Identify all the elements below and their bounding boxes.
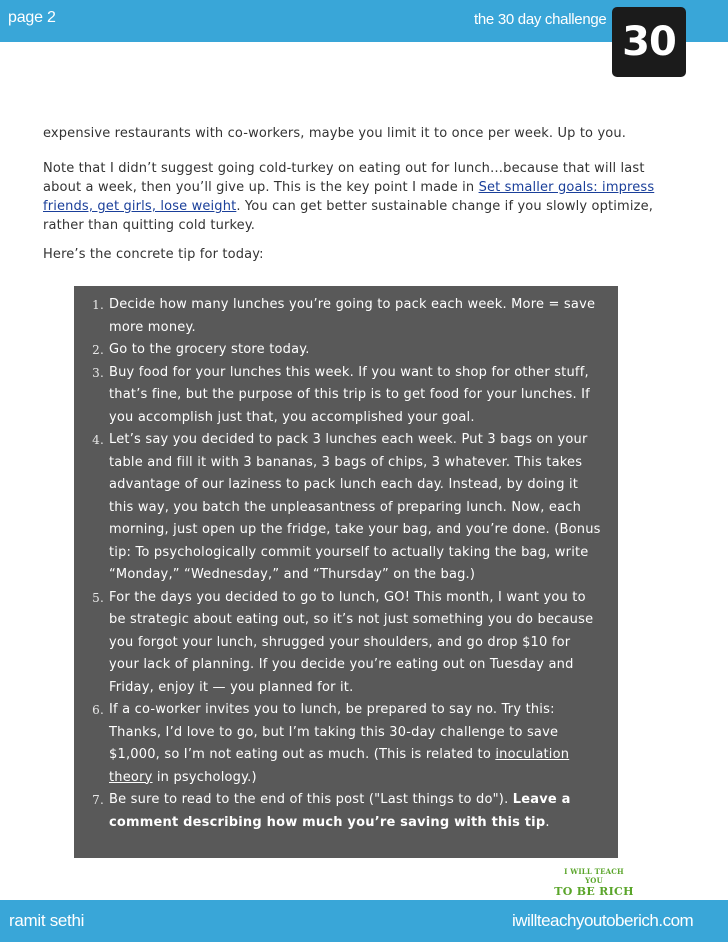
item-text: Go to the grocery store today. <box>109 342 310 357</box>
author-name: ramit sethi <box>9 911 85 930</box>
tips-list <box>82 294 602 834</box>
logo-line-2: TO BE RICH <box>554 885 634 898</box>
list-item <box>82 294 602 339</box>
item-number: 1. <box>92 298 104 312</box>
smaller-goals-link[interactable]: Set smaller goals: impress friends, get girls, lose weight <box>43 180 655 214</box>
item-number: 7. <box>92 793 104 807</box>
paragraph-text: . You can get better sustainable change if you slowly optimize, rather than quitting cold turkey. <box>43 199 654 233</box>
paragraph-intro: expensive restaurants with co-workers, maybe you limit it to once per week. Up to you. <box>43 126 627 141</box>
inoculation-theory-link[interactable]: inoculation theory <box>109 747 570 785</box>
item-text: If a co-worker invites you to lunch, be prepared to say no. Try this: Thanks, I’d love to go, but I’m taking this 30-day challenge to save $1,000, so I’m not eating out as much. (This is related to <box>109 702 559 762</box>
brand-logo <box>554 867 634 898</box>
list-item <box>82 429 602 587</box>
item-text: . <box>545 814 550 830</box>
item-number: 4. <box>92 433 104 447</box>
item-text: Buy food for your lunches this week. If you want to shop for other stuff, that’s fine, but the purpose of this trip is to get food for your lunches. If you accomplish just that, you accomplished your goal. <box>109 364 590 425</box>
item-number: 6. <box>92 703 104 717</box>
item-bold-text: Leave a comment describing how much you’re saving with this tip <box>109 792 571 830</box>
paragraph-text: Note that I didn’t suggest going cold-turkey on eating out for lunch…because that will last about a week, then you’ll give up. This is the key point I made in <box>43 161 645 195</box>
item-text: Be sure to read to the end of this post ("Last things to do"). <box>109 792 513 807</box>
list-item <box>82 339 602 362</box>
page-label: page 2 <box>8 9 56 26</box>
logo-line-1: I WILL TEACH YOU <box>564 867 624 885</box>
item-text: in psychology.) <box>152 769 257 785</box>
website-url: iwillteachyoutoberich.com <box>512 911 694 930</box>
paragraph-cold-turkey <box>43 159 683 235</box>
item-number: 5. <box>92 590 104 605</box>
item-text: Decide how many lunches you’re going to pack each week. More = save more money. <box>109 297 596 335</box>
tips-box <box>74 286 618 858</box>
item-text: For the days you decided to go to lunch, GO! This month, I want you to be strategic about eating out, so it’s not just something you do because you forgot your lunch, shrugged your shoulders, and go drop $10 for your lack of planning. If you decide you’re eating out on Tuesday and Friday, enjoy it — you planned for it. <box>109 589 594 695</box>
item-text: Let’s say you decided to pack 3 lunches each week. Put 3 bags on your table and fill it with 3 bananas, 3 bags of chips, 3 whatever. This takes advantage of our laziness to pack lunch each day. Instead, by doing it this way, you batch the unpleasantness of preparing lunch. Now, each morning, just open up the fridge, take your bag, and you’re done. (Bonus tip: To psychologically commit yourself to actually taking the bag, write “Monday,” “Wednesday,” and “Thursday” on the bag.) <box>109 432 601 582</box>
list-item <box>82 587 602 700</box>
item-number: 2. <box>92 343 104 357</box>
paragraph-tip-intro: Here’s the concrete tip for today: <box>43 247 264 262</box>
item-number: 3. <box>92 365 104 380</box>
list-item <box>82 699 602 789</box>
day-badge: 30 <box>612 7 686 77</box>
list-item <box>82 362 602 430</box>
series-title: the 30 day challenge <box>474 11 607 28</box>
list-item <box>82 789 602 834</box>
footer-bar <box>0 900 728 942</box>
